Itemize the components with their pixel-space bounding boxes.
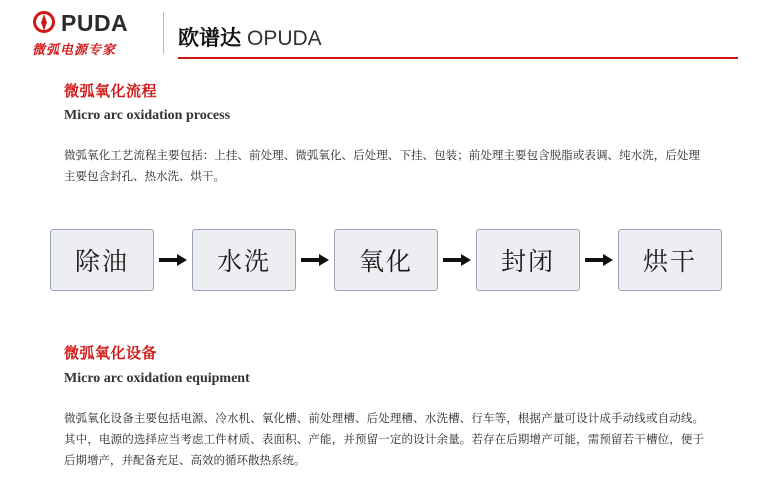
header-rule bbox=[178, 57, 738, 59]
page-header bbox=[0, 0, 769, 66]
flow-arrow-2-icon bbox=[301, 254, 329, 266]
flow-arrow-4-icon bbox=[585, 254, 613, 266]
page-title-en: OPUDA bbox=[247, 27, 322, 50]
section-2-title-cn: 微弧氧化设备 bbox=[64, 345, 158, 362]
process-flow-diagram bbox=[50, 225, 722, 295]
page-title bbox=[178, 22, 322, 52]
section-2-title-en: Micro arc oxidation equipment bbox=[64, 371, 250, 386]
section-1-title-cn: 微弧氧化流程 bbox=[64, 83, 158, 100]
page-title-cn: 欧谱达 bbox=[178, 27, 241, 50]
flow-arrow-1-icon bbox=[159, 254, 187, 266]
flow-step-3: 氧化 bbox=[334, 229, 438, 291]
flow-step-5: 烘干 bbox=[618, 229, 722, 291]
section-2-body: 微弧氧化设备主要包括电源、冷水机、氧化槽、前处理槽、后处理槽、水洗槽、行车等，根据产量可设计成手动线或自动线。其中，电源的选择应当考虑工件材质、表面积、产能，并预留一定的设计余量。若存在后期增产可能，需预留若干槽位，便于后期增产，并配备充足、高效的循环散热系统。 bbox=[64, 413, 704, 467]
company-logo bbox=[32, 9, 152, 57]
flow-step-1: 除油 bbox=[50, 229, 154, 291]
section-1-body: 微弧氧化工艺流程主要包括：上挂、前处理、微弧氧化、后处理、下挂、包装；前处理主要包含脱脂或表调、纯水洗，后处理主要包含封孔、热水洗、烘干。 bbox=[64, 150, 700, 183]
logo-wordmark: PUDA bbox=[61, 10, 129, 36]
logo-wordmark-row bbox=[32, 9, 152, 37]
opuda-logo-icon bbox=[32, 10, 58, 36]
flow-step-2: 水洗 bbox=[192, 229, 296, 291]
header-divider bbox=[163, 12, 164, 54]
section-1-title-en: Micro arc oxidation process bbox=[64, 108, 231, 123]
logo-tagline: 微弧电源专家 bbox=[32, 42, 117, 57]
flow-step-4: 封闭 bbox=[476, 229, 580, 291]
flow-arrow-3-icon bbox=[443, 254, 471, 266]
